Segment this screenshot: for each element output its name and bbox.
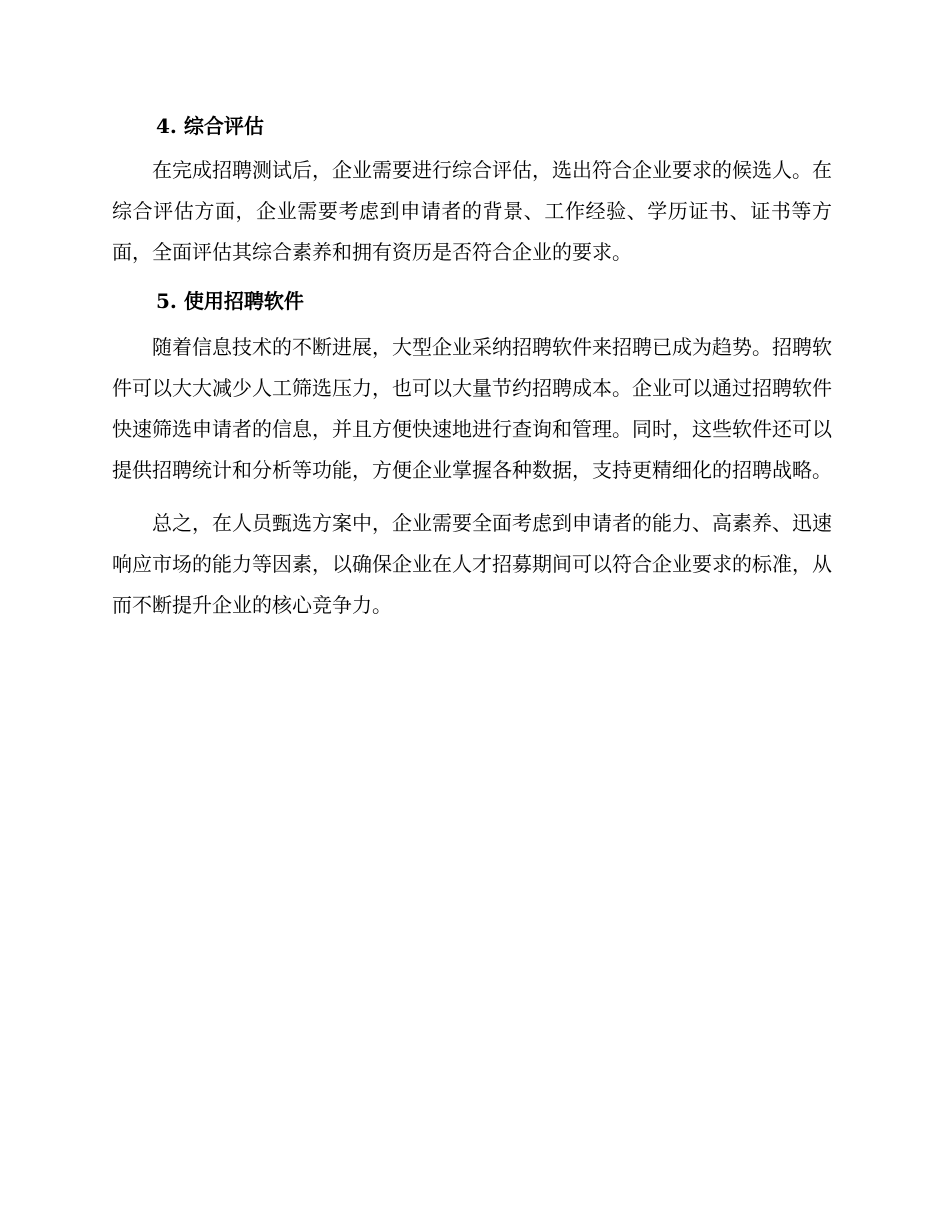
paragraph-comprehensive-evaluation: 在完成招聘测试后，企业需要进行综合评估，选出符合企业要求的候选人。在综合评估方面，企业需要考虑到申请者的背景、工作经验、学历证书、证书等方面，全面评估其综合素养和拥有资历是否符合企业的要求。	[112, 158, 832, 264]
section-heading-comprehensive-evaluation: 4. 综合评估	[156, 114, 264, 138]
document-page	[112, 110, 832, 626]
paragraph-recruitment-software: 随着信息技术的不断进展，大型企业采纳招聘软件来招聘已成为趋势。招聘软件可以大大减少人工筛选压力，也可以大量节约招聘成本。企业可以通过招聘软件快速筛选申请者的信息，并且方便快速地进行查询和管理。同时，这些软件还可以提供招聘统计和分析等功能，方便企业掌握各种数据，支持更精细化的招聘战略。	[112, 335, 832, 482]
section-heading-recruitment-software: 5. 使用招聘软件	[156, 289, 304, 313]
paragraph-conclusion: 总之，在人员甄选方案中，企业需要全面考虑到申请者的能力、高素养、迅速响应市场的能力等因素，以确保企业在人才招募期间可以符合企业要求的标准，从而不断提升企业的核心竞争力。	[112, 511, 832, 617]
